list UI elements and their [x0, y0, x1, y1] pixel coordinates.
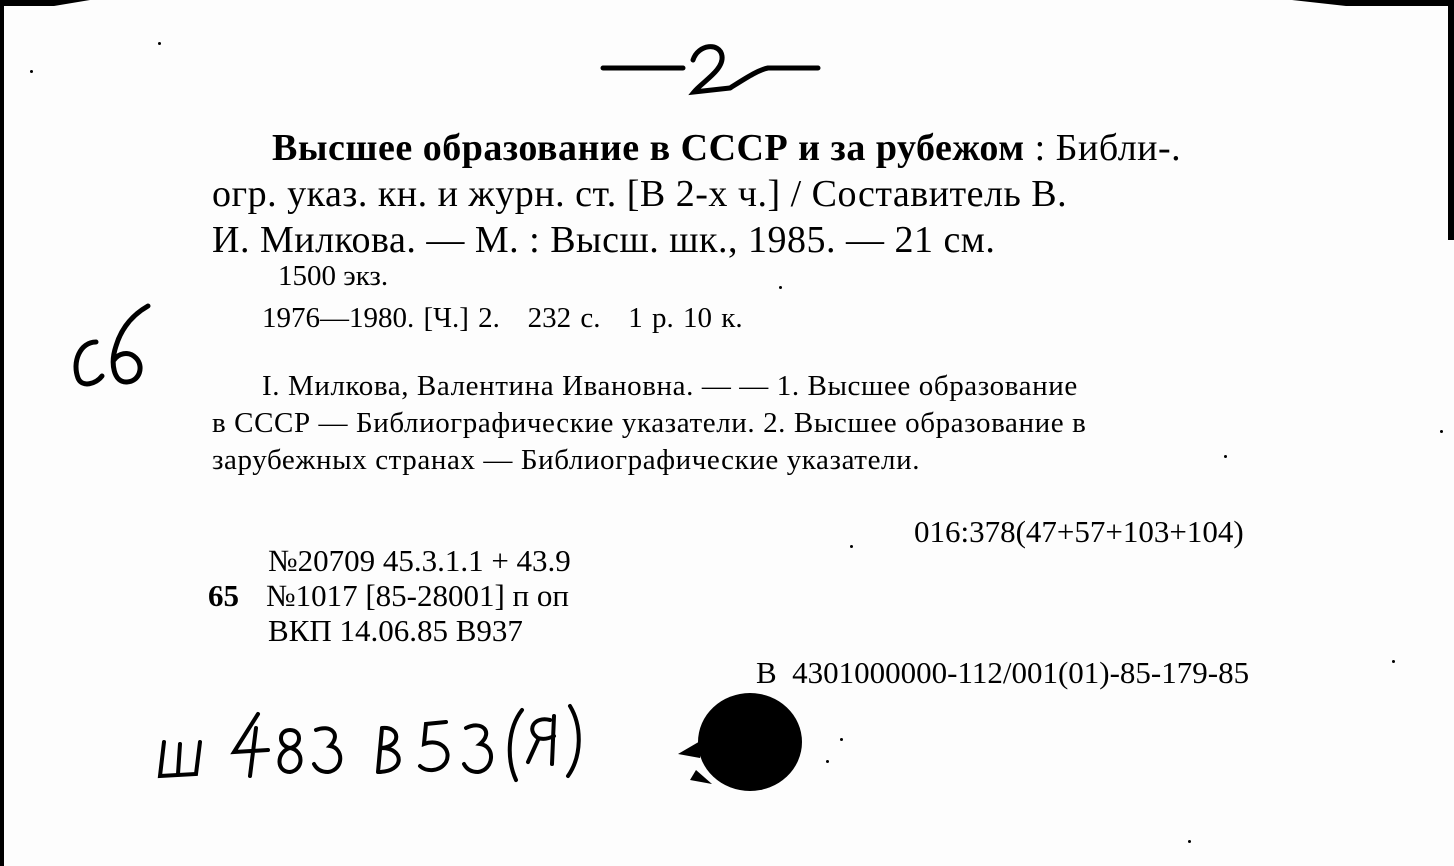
- card-edge-top-left: [0, 0, 90, 6]
- subject-line-1: I. Милкова, Валентина Ивановна. — — 1. Высшее образование: [262, 370, 1078, 402]
- speck: [840, 738, 843, 741]
- punch-hole-blot: [698, 693, 802, 791]
- code-line-3: ВКП 14.06.85 В937: [268, 613, 523, 648]
- entry-title: Высшее образование в СССР и за рубежом: [272, 127, 1025, 169]
- card-edge-top-right: [1274, 0, 1454, 6]
- code-line-2: №1017 [85-28001] п оп: [266, 578, 569, 613]
- subject-line-3: зарубежных странах — Библиографические указатели.: [212, 444, 921, 476]
- speck: [779, 286, 782, 289]
- card-edge-left: [0, 0, 4, 866]
- speck: [1440, 430, 1443, 433]
- speck: [1188, 840, 1191, 843]
- entry-title-line: [272, 125, 1181, 171]
- subject-line-2: в СССР — Библиографические указатели. 2. Высшее образование в: [212, 407, 1087, 439]
- copies-count: 1500 экз.: [278, 260, 389, 292]
- speck: [158, 42, 161, 45]
- entry-title-rest: : Библи-.: [1024, 127, 1182, 169]
- blot-splatter: [672, 730, 712, 790]
- speck: [1392, 660, 1395, 663]
- part-line: 1976—1980. [Ч.] 2. 232 с. 1 р. 10 к.: [262, 302, 743, 334]
- margin-mark-handwritten: [66, 300, 161, 395]
- isbn-code: В 4301000000-112/001(01)-85-179-85: [756, 655, 1250, 690]
- udc-code: 016:378(47+57+103+104): [914, 514, 1244, 549]
- speck: [1224, 455, 1227, 458]
- page-number-handwritten: [598, 30, 823, 100]
- entry-line-2: огр. указ. кн. и журн. ст. [В 2-х ч.] / Составитель В.: [212, 173, 1068, 215]
- shelf-mark-handwritten: [150, 700, 590, 790]
- speck: [850, 545, 853, 548]
- card-edge-right: [1448, 0, 1454, 240]
- speck: [30, 70, 33, 73]
- code-line-1: №20709 45.3.1.1 + 43.9: [268, 543, 571, 578]
- speck: [826, 760, 829, 763]
- code-line-2-prefix: 65: [208, 578, 239, 613]
- entry-line-3: И. Милкова. — М. : Высш. шк., 1985. — 21 см.: [212, 219, 996, 261]
